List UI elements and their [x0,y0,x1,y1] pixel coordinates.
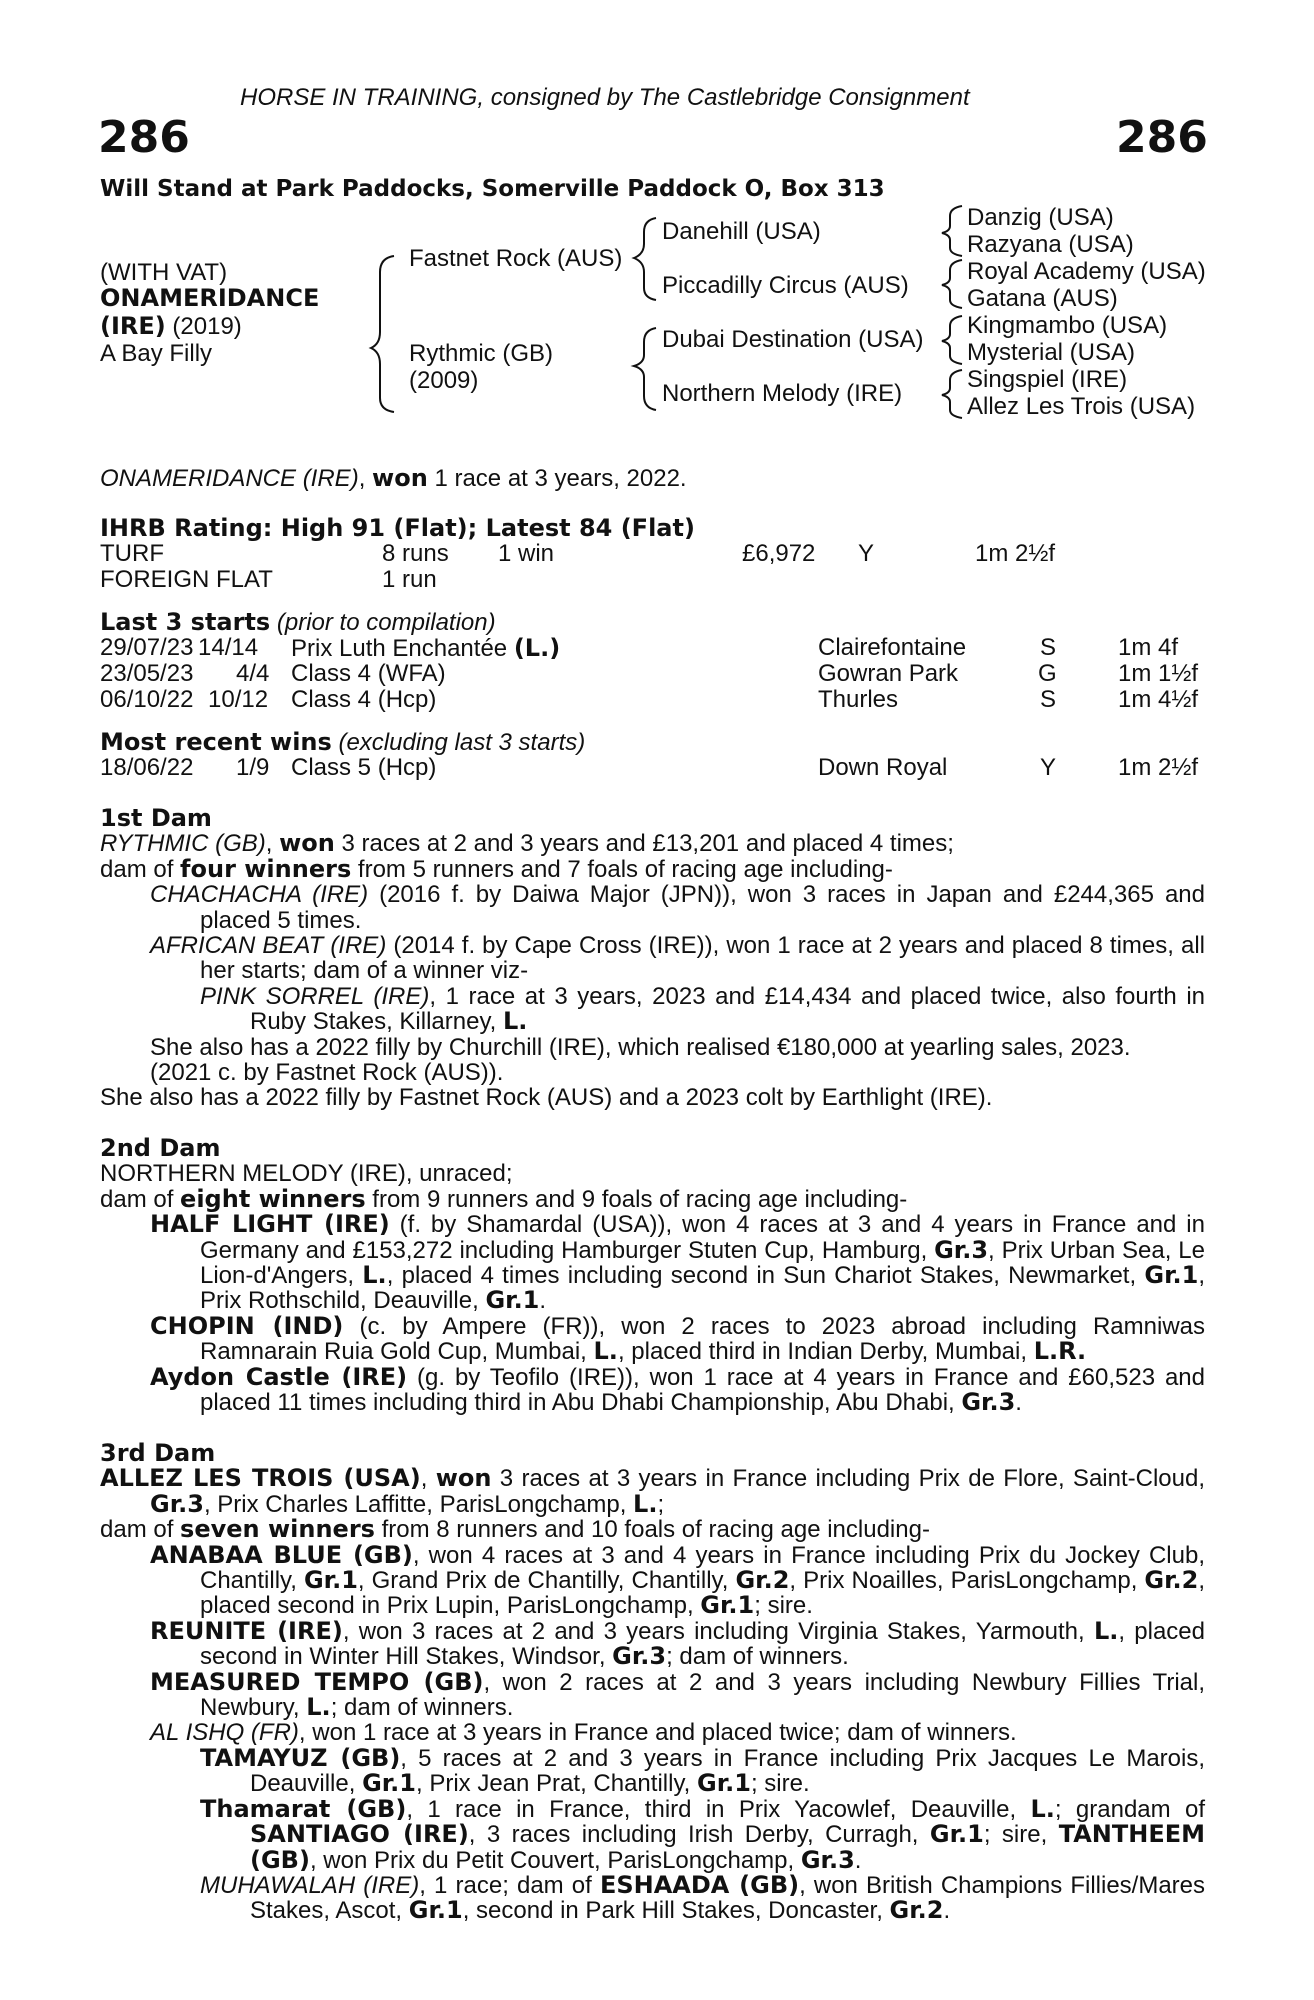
third-dam-heading: 3rd Dam [100,1439,216,1467]
second-dam-offspring: CHOPIN (IND) (c. by Ampere (FR)), won 2 races to 2023 abroad including Ramniwas Ramnarain Ruia Gold Cup, Mumbai, L., placed third in Indian Derby, Mumbai, L.R. [150,1311,1206,1366]
start-course: Thurles [818,686,899,713]
start-race: Class 4 (Hcp) [291,686,437,713]
start-date: 23/05/23 [100,660,194,687]
rating-runs: 1 run [382,566,437,593]
recent-wins-heading: Most recent wins (excluding last 3 starts) [100,728,586,756]
pedigree-ggen-5: Kingmambo (USA) [967,312,1168,339]
first-dam-offspring: AFRICAN BEAT (IRE) (2014 f. by Cape Cross (IRE)), won 1 race at 2 years and placed 8 times, all her starts; dam of a winner viz- [150,932,1205,985]
horse-description: A Bay Filly [100,340,213,367]
summary-horse-name: ONAMERIDANCE (IRE) [100,465,359,492]
horse-name: ONAMERIDANCE [100,284,320,312]
pedigree-ggen-4: Gatana (AUS) [967,285,1118,312]
pedigree-ggen-1: Danzig (USA) [967,204,1114,231]
first-dam-produce: dam of four winners from 5 runners and 7 foals of racing age including- [100,854,893,883]
pedigree-dam-sire: Dubai Destination (USA) [662,326,924,353]
last-starts-heading: Last 3 starts (prior to compilation) [100,608,496,636]
rating-wins: 1 win [498,540,555,567]
horse-foaling-year: (2019) [165,313,242,340]
first-dam-section [100,806,1205,1111]
pedigree-ggen-2: Razyana (USA) [967,231,1134,258]
win-position: 1/9 [236,754,270,781]
start-position: 10/12 [208,686,269,713]
win-going: Y [1040,754,1057,781]
rating-going: Y [858,540,875,567]
start-course: Gowran Park [818,660,959,687]
catalogue-header: HORSE IN TRAINING, consigned by The Castlebridge Consignment [240,84,970,111]
third-dam-section [100,1441,1205,1924]
pedigree-dam: Rythmic (GB) [409,340,553,367]
pedigree-ggen-6: Mysterial (USA) [967,339,1136,366]
rating-surface: FOREIGN FLAT [100,566,273,593]
start-race: Class 4 (WFA) [291,660,446,687]
lot-number-right: 286 [1116,112,1208,163]
first-dam-note: She also has a 2022 filly by Churchill (IRE), which realised €180,000 at yearling sales, 2023. [150,1033,1131,1061]
summary-record: 1 race at 3 years, 2022. [427,465,687,492]
pedigree-ggen-3: Royal Academy (USA) [967,258,1206,285]
second-dam-section [100,1136,1205,1415]
second-dam-record: NORTHERN MELODY (IRE), unraced; [100,1160,513,1188]
third-dam-grandoffspring: TAMAYUZ (GB), 5 races at 2 and 3 years in France including Prix Jacques Le Marois, Deauville, Gr.1, Prix Jean Prat, Chantilly, Gr.1; sire. [200,1743,1205,1798]
pedigree-dam-dam: Northern Melody (IRE) [662,380,903,407]
start-date: 06/10/22 [100,686,194,713]
third-dam-grandoffspring: Thamarat (GB), 1 race in France, third in Prix Yacowlef, Deauville, L.; grandam of SANTIAGO (IRE), 3 races including Irish Derby, Curragh, Gr.1; sire, TANTHEEM (GB), won Prix du Petit Couvert, ParisLongchamp, Gr.3. [200,1794,1205,1874]
third-dam-offspring: AL ISHQ (FR), won 1 race at 3 years in France and placed twice; dam of winners. [150,1719,1017,1747]
race-summary: ONAMERIDANCE (IRE), won 1 race at 3 years, 2022. [100,464,687,492]
rating-runs: 8 runs [382,540,449,567]
start-position: 14/14 [198,634,259,661]
first-dam-note: (2021 c. by Fastnet Rock (AUS)). [150,1059,504,1087]
start-distance: 1m 4½f [1118,686,1199,713]
pedigree-sire: Fastnet Rock (AUS) [409,245,623,272]
second-dam-offspring: HALF LIGHT (IRE) (f. by Shamardal (USA)), won 4 races at 3 and 4 years in France and in Germany and £153,272 including Hamburger Stuten Cup, Hamburg, Gr.3, Prix Urban Sea, Le Lion-d'Angers, L., placed 4 times including second in Sun Chariot Stakes, Newmarket, Gr.1, Prix Rothschild, Deauville, Gr.1. [150,1210,1205,1315]
first-dam-grandoffspring: PINK SORREL (IRE), 1 race at 3 years, 2023 and £14,434 and placed twice, also fourth in Ruby Stakes, Killarney, L. [200,982,1205,1036]
pedigree-ggen-7: Singspiel (IRE) [967,366,1128,393]
win-date: 18/06/22 [100,754,194,781]
second-dam-offspring: Aydon Castle (IRE) (g. by Teofilo (IRE)), won 1 race at 4 years in France and £60,523 and placed 11 times including third in Abu Dhabi Championship, Abu Dhabi, Gr.3. [150,1362,1206,1417]
rating-prize: £6,972 [742,540,816,567]
win-distance: 1m 2½f [1118,754,1199,781]
third-dam-offspring: MEASURED TEMPO (GB), won 2 races at 2 and 3 years including Newbury Fillies Trial, Newbury, L.; dam of winners. [150,1667,1206,1722]
start-distance: 1m 4f [1118,634,1179,661]
start-going: S [1040,686,1057,713]
win-race: Class 5 (Hcp) [291,754,437,781]
second-dam-heading: 2nd Dam [100,1134,221,1162]
start-distance: 1m 1½f [1118,660,1199,687]
start-race: Prix Luth Enchantée (L.) [291,634,561,662]
first-dam-offspring: CHACHACHA (IRE) (2016 f. by Daiwa Major (JPN)), won 3 races in Japan and £244,365 and placed 5 times. [150,881,1205,934]
pedigree-dam-year: (2009) [409,367,479,394]
summary-won: won [372,464,428,492]
start-course: Clairefontaine [818,634,967,661]
third-dam-produce: dam of seven winners from 8 runners and 10 foals of racing age including- [100,1515,930,1544]
vat-status: (WITH VAT) [100,259,228,286]
pedigree-sire-sire: Danehill (USA) [662,218,821,245]
first-dam-record: RYTHMIC (GB), won 3 races at 2 and 3 years and £13,201 and placed 4 times; [100,829,954,858]
stabling-location: Will Stand at Park Paddocks, Somerville Paddock O, Box 313 [100,176,885,202]
third-dam-offspring: REUNITE (IRE), won 3 races at 2 and 3 years including Virginia Stakes, Yarmouth, L., placed second in Winter Hill Stakes, Windsor, Gr.3; dam of winners. [150,1616,1205,1671]
start-going: G [1038,660,1057,687]
rating-heading: IHRB Rating: High 91 (Flat); Latest 84 (Flat) [100,514,695,542]
start-position: 4/4 [236,660,270,687]
rating-surface: TURF [100,540,164,567]
first-dam-heading: 1st Dam [100,804,212,832]
lot-number-left: 286 [98,112,190,163]
pedigree-ggen-8: Allez Les Trois (USA) [967,393,1196,420]
second-dam-produce: dam of eight winners from 9 runners and 9 foals of racing age including- [100,1184,908,1213]
horse-country: (IRE) [100,312,166,340]
rating-distance: 1m 2½f [975,540,1056,567]
third-dam-offspring: ANABAA BLUE (GB), won 4 races at 3 and 4 years in France including Prix du Jockey Club, Chantilly, Gr.1, Grand Prix de Chantilly, Chantilly, Gr.2, Prix Noailles, ParisLongchamp, Gr.2, placed second in Prix Lupin, ParisLongchamp, Gr.1; sire. [150,1540,1206,1620]
third-dam-record: ALLEZ LES TROIS (USA), won 3 races at 3 years in France including Prix de Flore, Saint-Cloud, Gr.3, Prix Charles Laffitte, ParisLongchamp, L.; [100,1464,1205,1518]
start-date: 29/07/23 [100,634,194,661]
pedigree-sire-dam: Piccadilly Circus (AUS) [662,272,909,299]
win-course: Down Royal [818,754,948,781]
third-dam-grandoffspring: MUHAWALAH (IRE), 1 race; dam of ESHAADA (GB), won British Champions Fillies/Mares Stakes, Ascot, Gr.1, second in Park Hill Stakes, Doncaster, Gr.2. [200,1870,1206,1925]
first-dam-note: She also has a 2022 filly by Fastnet Rock (AUS) and a 2023 colt by Earthlight (IRE). [100,1084,993,1112]
start-going: S [1040,634,1057,661]
